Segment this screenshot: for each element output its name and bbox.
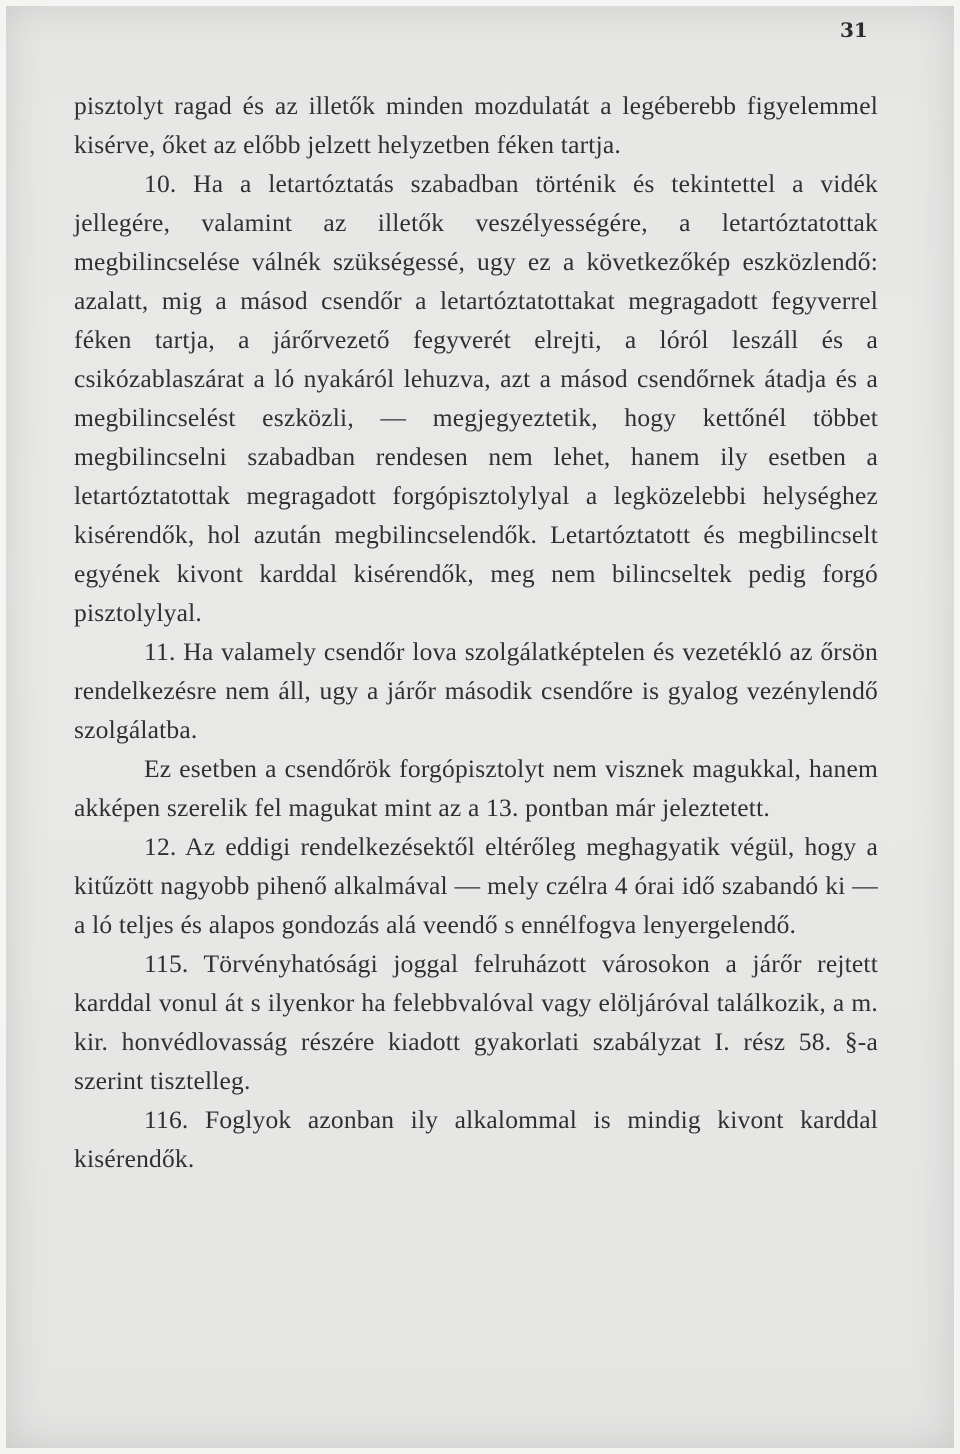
paragraph-continuation: pisztolyt ragad és az illetők minden mozdulatát a legéberebb figyelemmel kisérve, őket az előbb jelzett helyzetben féken tartja.	[74, 91, 878, 159]
paragraph-11: 11. Ha valamely csendőr lova szolgálatképtelen és vezetékló az őrsön rendelkezésre nem áll, ugy a járőr második csendőre is gyalog vezénylendő szolgálatba.	[74, 637, 878, 744]
paragraph-12: 12. Az eddigi rendelkezésektől eltérőleg meghagyatik végül, hogy a kitűzött nagyobb pihenő alkalmával — mely czélra 4 órai idő szabandó ki — a ló teljes és alapos gondozás alá veendő s ennélfogva lenyergelendő.	[74, 832, 878, 939]
paragraph-11-note: Ez esetben a csendőrök forgópisztolyt nem visznek magukkal, hanem akképen szerelik fel magukat mint az a 13. pontban már jeleztetett.	[74, 754, 878, 822]
body-text	[74, 86, 878, 1178]
paragraph-116: 116. Foglyok azonban ily alkalommal is mindig kivont karddal kisérendők.	[74, 1105, 878, 1173]
page-number: 31	[840, 18, 868, 42]
paragraph-10: 10. Ha a letartóztatás szabadban történik és tekintettel a vidék jellegére, valamint az illetők veszélyességére, a letartóztatottak megbilincselése válnék szükségessé, ugy ez a következőkép eszközlendő: azalatt, mig a másod csendőr a letartóztatottakat megragadott fegyverrel féken tartja, a járőrvezető fegyverét elrejti, a lóról leszáll és a csikózablaszárat a ló nyakáról lehuzva, azt a másod csendőrnek átadja és a megbilincselést eszközli, — megjegyeztetik, hogy kettőnél többet megbilincselni szabadban rendesen nem lehet, hanem ily esetben a letartóztatottak megragadott forgópisztolylyal a legközelebbi helységhez kisérendők, hol azután megbilincselendők. Letartóztatott és megbilincselt egyének kivont karddal kisérendők, meg nem bilincseltek pedig forgó pisztolylyal.	[74, 169, 878, 627]
paragraph-115: 115. Törvényhatósági joggal felruházott városokon a járőr rejtett karddal vonul át s ilyenkor ha felebbvalóval vagy elöljáróval találkozik, a m. kir. honvédlovasság részére kiadott gyakorlati szabályzat I. rész 58. §-a szerint tisztelleg.	[74, 949, 878, 1095]
book-page	[6, 6, 954, 1448]
